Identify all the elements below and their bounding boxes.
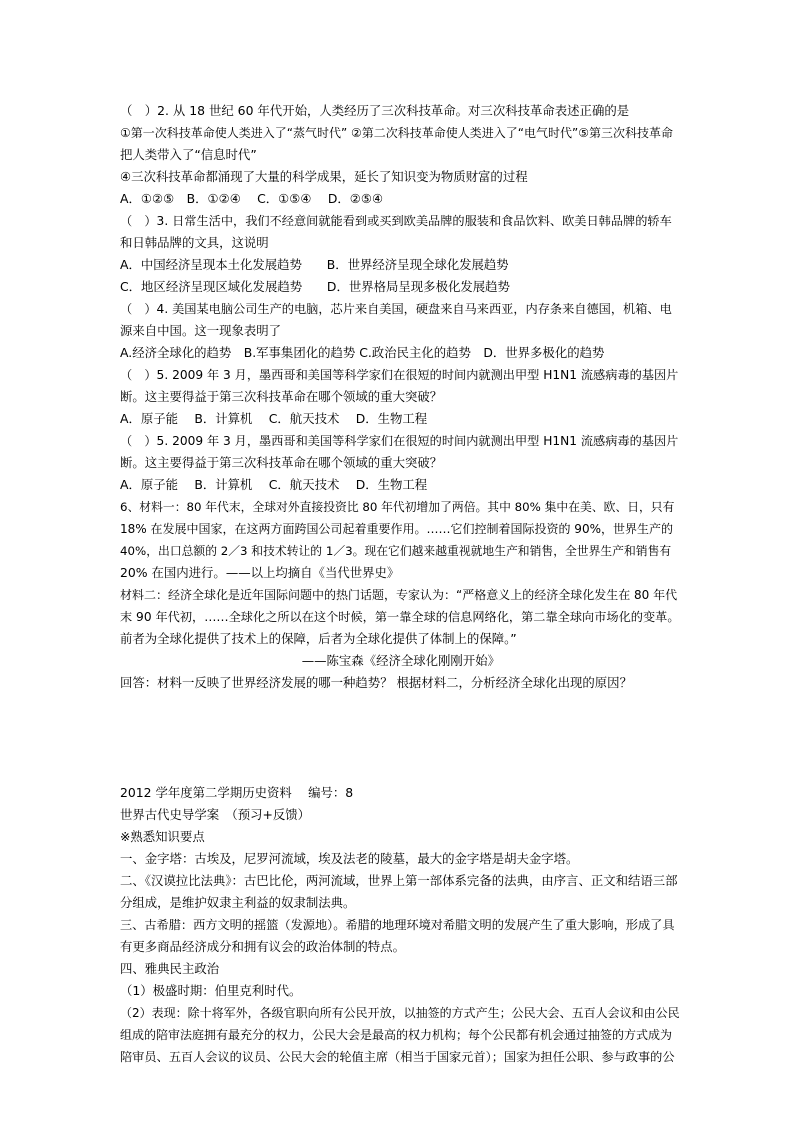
question-4-options: A.经济全球化的趋势 B.军事集团化的趋势 C.政治民主化的趋势 D．世界多极化的趋势 bbox=[120, 345, 605, 360]
question-6-material-one: 18% 在发展中国家，在这两方面跨国公司起着重要作用。……它们控制着国际投资的 90%，世界生产的 bbox=[120, 522, 673, 536]
question-2-statement: ④三次科技革命都涌现了大量的科学成果，延长了知识变为物质财富的过程 bbox=[120, 169, 528, 184]
question-2-options: A．①②⑤ B．①②④ C．①⑤④ D．②⑤④ bbox=[120, 191, 384, 206]
question-4-stem: （ ）4. 美国某电脑公司生产的电脑，芯片来自美国，硬盘来自马来西亚，内存条来自德国，机箱、电 bbox=[120, 302, 672, 316]
point-athens-features: 组成的陪审法庭拥有最充分的权力，公民大会是最高的权力机构；每个公民都有机会通过抽签的方式成为 bbox=[120, 1028, 673, 1042]
question-5-stem: 断。这主要得益于第三次科技革命在哪个领域的重大突破？ bbox=[120, 389, 443, 404]
material-two-source: ——陈宝森《经济全球化刚刚开始》 bbox=[301, 653, 500, 668]
question-6-material-two: 末 90 年代初，……全球化之所以在这个时候，第一靠全球的信息网络化，第二靠全球向市场化的变革。 bbox=[120, 610, 680, 624]
question-6-material-one: 40%，出口总额的 2／3 和技术转让的 1／3。现在它们越来越重视就地生产和销售，全世界生产和销售有 bbox=[120, 544, 672, 558]
question-5-repeat-stem: 断。这主要得益于第三次科技革命在哪个领域的重大突破？ bbox=[120, 455, 443, 470]
document-subtitle: 世界古代史导学案 （预习+反馈） bbox=[120, 807, 311, 822]
point-hammurabi: 分组成，是维护奴隶主利益的奴隶制法典。 bbox=[120, 895, 356, 910]
question-5-stem: （ ）5. 2009 年 3 月，墨西哥和美国等科学家们在很短的时间内就测出甲型 H1N1 流感病毒的基因片 bbox=[120, 368, 679, 382]
section-heading: ※熟悉知识要点 bbox=[120, 829, 205, 844]
question-6-material-two: 前者为全球化提供了技术上的保障，后者为全球化提供了体制上的保障。” bbox=[120, 631, 517, 646]
point-athens-features: 陪审员、五百人会议的议员、公民大会的轮值主席（相当于国家元首）；国家为担任公职、参与政事的公 bbox=[120, 1050, 675, 1064]
section-gap bbox=[120, 694, 680, 782]
question-3-stem: 和日韩品牌的文具，这说明 bbox=[120, 235, 269, 250]
point-athens-heading: 四、雅典民主政治 bbox=[120, 961, 220, 976]
question-5-options: A．原子能 B．计算机 C．航天技术 D．生物工程 bbox=[120, 411, 428, 426]
point-greece: 三、古希腊：西方文明的摇篮（发源地）。希腊的地理环境对希腊文明的发展产生了重大影响，形成了具 bbox=[120, 918, 675, 932]
question-3-options: A．中国经济呈现本土化发展趋势 B．世界经济呈现全球化发展趋势 bbox=[120, 257, 509, 272]
question-2-stem: （ ）2. 从 18 世纪 60 年代开始，人类经历了三次科技革命。对三次科技革命表述正确的是 bbox=[120, 103, 630, 118]
point-greece: 有更多商品经济成分和拥有议会的政治体制的特点。 bbox=[120, 939, 405, 954]
question-6-material-two: 材料二：经济全球化是近年国际问题中的热门话题，专家认为：“严格意义上的经济全球化发生在 80 年代 bbox=[120, 588, 678, 602]
document-header: 2012 学年度第二学期历史资料 编号：8 bbox=[120, 785, 354, 800]
point-athens-features: （2）表现：除十将军外，各级官职向所有公民开放，以抽签的方式产生；公民大会、五百人会议和由公民 bbox=[120, 1006, 680, 1020]
question-6-material-one: 20% 在国内进行。——以上均摘自《当代世界史》 bbox=[120, 565, 400, 580]
point-athens-peak: （1）极盛时期：伯里克利时代。 bbox=[120, 983, 302, 998]
point-hammurabi: 二、《汉谟拉比法典》：古巴比伦，两河流域，世界上第一部体系完备的法典，由序言、正文和结语三部 bbox=[120, 873, 678, 888]
question-2-statement: 把人类带入了“信息时代” bbox=[120, 147, 257, 162]
question-3-stem: （ ）3. 日常生活中，我们不经意间就能看到或买到欧美品牌的服装和食品饮料、欧美日韩品牌的轿车 bbox=[120, 214, 672, 228]
question-4-stem: 源来自中国。这一现象表明了 bbox=[120, 323, 282, 338]
question-3-options: C．地区经济呈现区域化发展趋势 D．世界格局呈现多极化发展趋势 bbox=[120, 279, 510, 294]
question-6-prompt: 回答：材料一反映了世界经济发展的哪一种趋势？ 根据材料二，分析经济全球化出现的原因？ bbox=[120, 675, 632, 690]
question-5-repeat-options: A．原子能 B．计算机 C．航天技术 D．生物工程 bbox=[120, 477, 428, 492]
point-pyramid: 一、金字塔：古埃及，尼罗河流域，埃及法老的陵墓，最大的金字塔是胡夫金字塔。 bbox=[120, 851, 579, 866]
document-body bbox=[120, 100, 680, 1068]
question-5-repeat-stem: （ ）5. 2009 年 3 月，墨西哥和美国等科学家们在很短的时间内就测出甲型 H1N1 流感病毒的基因片 bbox=[120, 434, 679, 448]
question-2-statement: ①第一次科技革命使人类进入了“蒸气时代” ②第二次科技革命使人类进入了“电气时代”⑤第三次科技革命 bbox=[120, 126, 673, 140]
question-6-material-one: 6、材料一：80 年代末，全球对外直接投资比 80 年代初增加了两倍。其中 80% 集中在美、欧、日，只有 bbox=[120, 500, 675, 514]
